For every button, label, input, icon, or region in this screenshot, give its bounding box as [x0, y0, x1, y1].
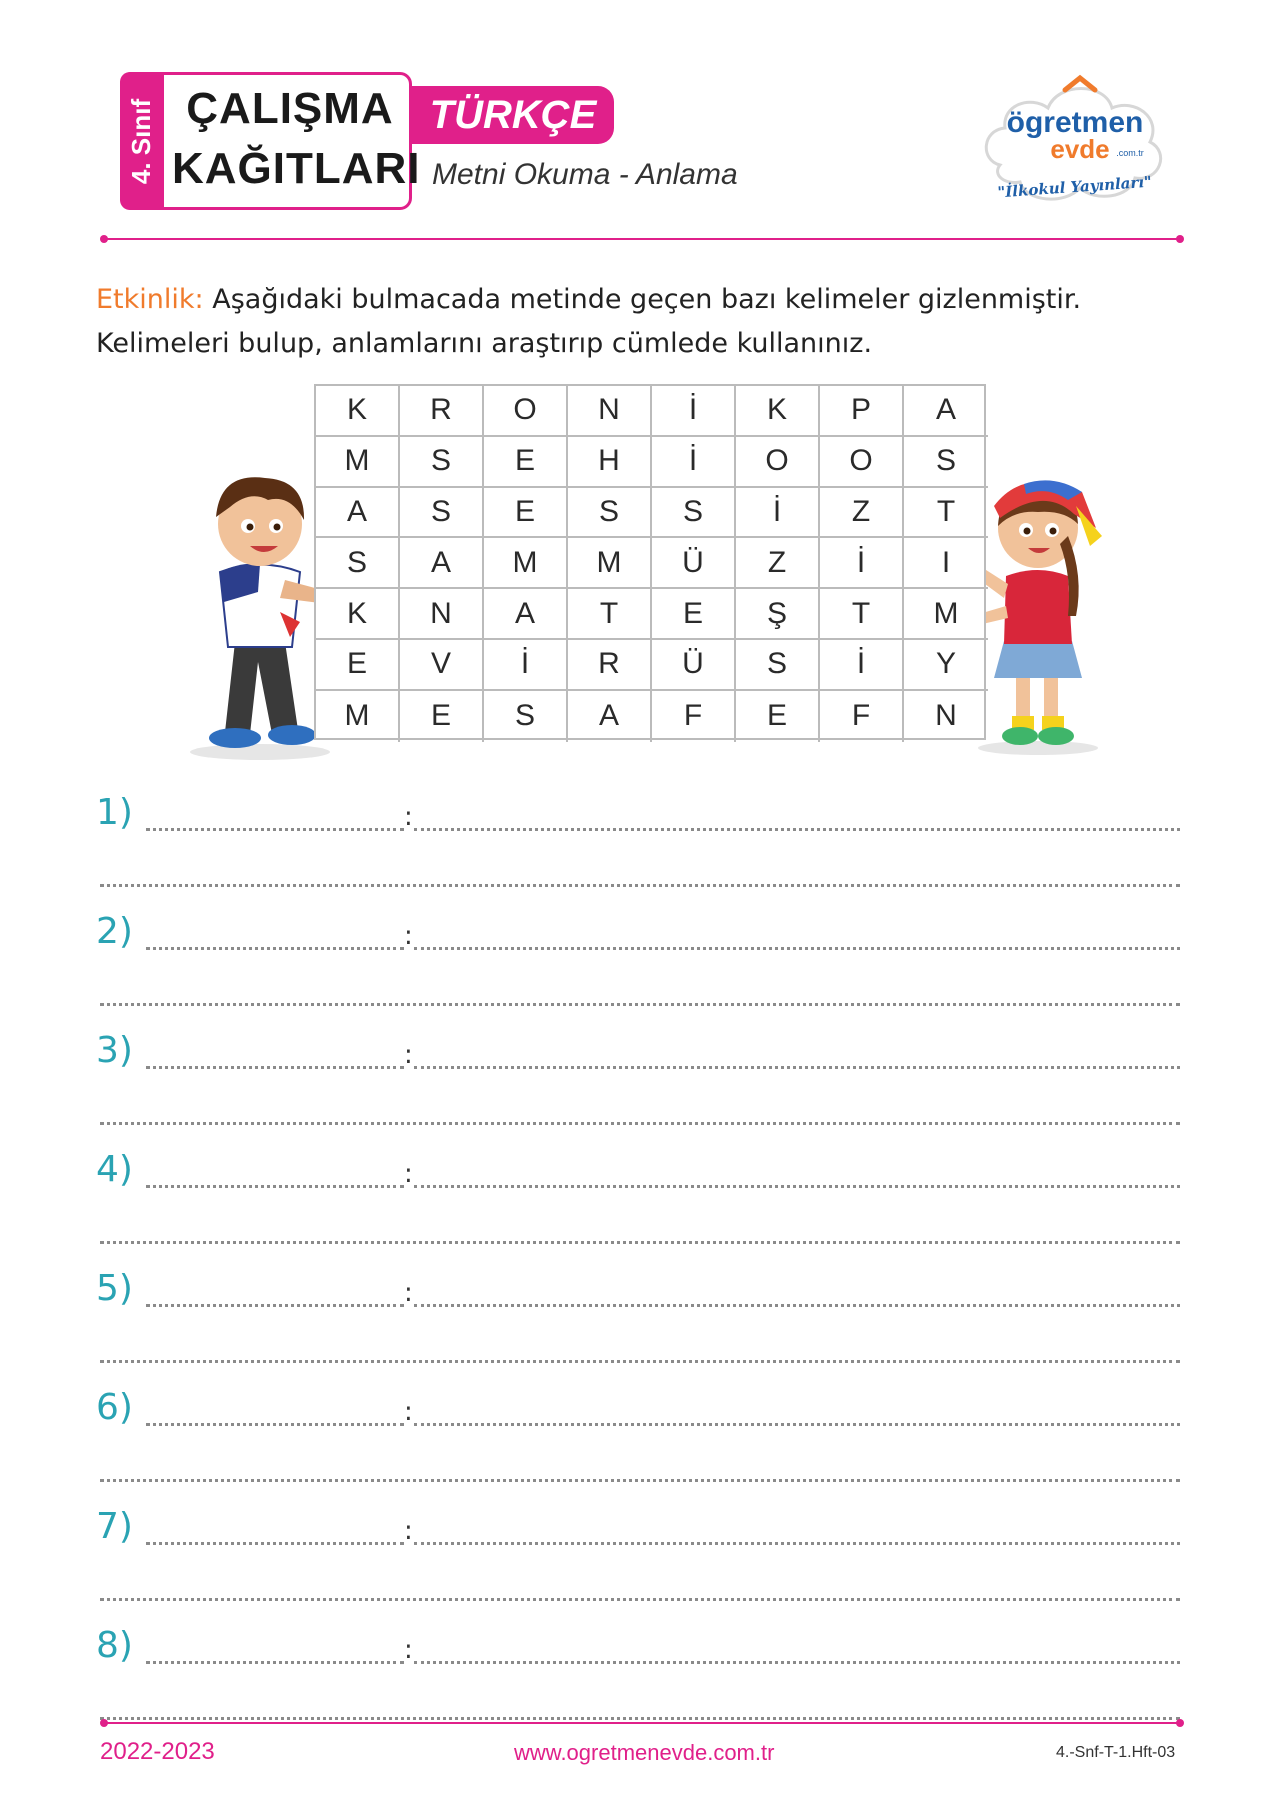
answer-colon: : — [404, 1159, 413, 1189]
grid-cell: Ü — [652, 538, 736, 589]
answer-number: 2) — [96, 911, 133, 952]
grid-cell: K — [316, 386, 400, 437]
answer-colon: : — [404, 802, 413, 832]
grid-cell: K — [316, 589, 400, 640]
worksheet-title-line1: ÇALIŞMA — [186, 84, 394, 133]
activity-label: Etkinlik: — [96, 284, 204, 315]
answer-meaning-field[interactable] — [414, 1542, 1180, 1545]
answer-meaning-field[interactable] — [414, 947, 1180, 950]
footer-dot-right — [1176, 1719, 1184, 1727]
answer-number: 3) — [96, 1030, 133, 1071]
cloud-logo-icon — [980, 70, 1170, 220]
grid-cell: İ — [652, 437, 736, 488]
answer-colon: : — [404, 1040, 413, 1070]
answer-word-field[interactable] — [146, 1304, 404, 1307]
grid-cell: O — [736, 437, 820, 488]
answer-word-field[interactable] — [146, 1066, 404, 1069]
answer-sentence-field[interactable] — [100, 1003, 1180, 1006]
answer-meaning-field[interactable] — [414, 1661, 1180, 1664]
answer-word-field[interactable] — [146, 1542, 404, 1545]
worksheet-title-line2: KAĞITLARI — [172, 144, 421, 193]
answer-word-field[interactable] — [146, 1423, 404, 1426]
grid-cell: F — [652, 691, 736, 742]
grid-cell: M — [316, 437, 400, 488]
grid-cell: İ — [820, 640, 904, 691]
answer-meaning-field[interactable] — [414, 1066, 1180, 1069]
grid-cell: S — [652, 488, 736, 539]
grid-cell: A — [484, 589, 568, 640]
grid-cell: O — [820, 437, 904, 488]
grid-cell: S — [904, 437, 988, 488]
grid-cell: K — [736, 386, 820, 437]
answer-colon: : — [404, 1278, 413, 1308]
grid-cell: Ü — [652, 640, 736, 691]
grid-cell: S — [484, 691, 568, 742]
grid-cell: S — [400, 437, 484, 488]
answer-sentence-field[interactable] — [100, 1479, 1180, 1482]
answer-sentence-field[interactable] — [100, 1598, 1180, 1601]
grid-cell: M — [904, 589, 988, 640]
grid-cell: M — [568, 538, 652, 589]
answer-sentence-field[interactable] — [100, 1717, 1180, 1720]
word-search-grid — [314, 384, 986, 740]
grid-cell: İ — [820, 538, 904, 589]
grid-cell: S — [736, 640, 820, 691]
grid-cell: V — [400, 640, 484, 691]
answer-word-field[interactable] — [146, 828, 404, 831]
grid-cell: N — [400, 589, 484, 640]
grid-cell: I — [904, 538, 988, 589]
answer-word-field[interactable] — [146, 947, 404, 950]
logo-tagline: "İlkokul Yayınları" — [996, 172, 1153, 202]
grid-cell: T — [904, 488, 988, 539]
worksheet-code: 4.-Snf-T-1.Hft-03 — [1056, 1744, 1176, 1761]
grid-cell: E — [652, 589, 736, 640]
school-year: 2022-2023 — [100, 1738, 215, 1765]
answer-number: 4) — [96, 1149, 133, 1190]
topic-label: Metni Okuma - Anlama — [432, 158, 738, 191]
answer-colon: : — [404, 1397, 413, 1427]
divider-dot-right — [1176, 235, 1184, 243]
header-divider — [104, 238, 1180, 240]
answer-colon: : — [404, 1516, 413, 1546]
subject-tag: TÜRKÇE — [412, 86, 614, 144]
answer-word-field[interactable] — [146, 1661, 404, 1664]
grid-cell: T — [820, 589, 904, 640]
grid-cell: E — [484, 437, 568, 488]
answer-number: 7) — [96, 1506, 133, 1547]
grid-cell: S — [568, 488, 652, 539]
logo-name-2: evde — [1050, 134, 1110, 164]
grid-cell: H — [568, 437, 652, 488]
grade-label-wrapper — [120, 72, 164, 210]
grid-cell: S — [400, 488, 484, 539]
activity-instruction — [96, 278, 1176, 366]
answer-colon: : — [404, 921, 413, 951]
grid-cell: Ş — [736, 589, 820, 640]
grid-cell: N — [568, 386, 652, 437]
grid-cell: Z — [820, 488, 904, 539]
grid-cell: M — [316, 691, 400, 742]
grid-cell: R — [400, 386, 484, 437]
footer-dot-left — [100, 1719, 108, 1727]
answer-word-field[interactable] — [146, 1185, 404, 1188]
footer-divider — [104, 1722, 1180, 1724]
grade-label: 4. Sınıf — [126, 98, 157, 184]
answer-number: 1) — [96, 792, 133, 833]
grid-cell: M — [484, 538, 568, 589]
grid-cell: İ — [484, 640, 568, 691]
grid-cell: A — [316, 488, 400, 539]
grid-cell: T — [568, 589, 652, 640]
grid-cell: P — [820, 386, 904, 437]
answer-colon: : — [404, 1635, 413, 1665]
answer-meaning-field[interactable] — [414, 1304, 1180, 1307]
grid-cell: A — [568, 691, 652, 742]
answer-meaning-field[interactable] — [414, 1185, 1180, 1188]
activity-text: Aşağıdaki bulmacada metinde geçen bazı kelimeler gizlenmiştir. Kelimeleri bulup, anlamlarını araştırıp cümlede kullanınız. — [96, 284, 1082, 359]
answer-sentence-field[interactable] — [100, 1241, 1180, 1244]
answer-number: 8) — [96, 1625, 133, 1666]
answer-sentence-field[interactable] — [100, 884, 1180, 887]
grid-cell: Y — [904, 640, 988, 691]
grid-cell: E — [316, 640, 400, 691]
grid-cell: A — [904, 386, 988, 437]
grid-cell: E — [484, 488, 568, 539]
logo-name-1: ögretmen — [1006, 106, 1144, 139]
grid-cell: F — [820, 691, 904, 742]
grid-cell: İ — [736, 488, 820, 539]
answer-sentence-field[interactable] — [100, 1122, 1180, 1125]
logo-domain: .com.tr — [1116, 148, 1144, 158]
grid-cell: A — [400, 538, 484, 589]
answer-number: 6) — [96, 1387, 133, 1428]
grid-cell: İ — [652, 386, 736, 437]
answer-meaning-field[interactable] — [414, 1423, 1180, 1426]
answer-meaning-field[interactable] — [414, 828, 1180, 831]
grid-cell: E — [736, 691, 820, 742]
publisher-logo — [980, 70, 1170, 220]
grid-cell: R — [568, 640, 652, 691]
grid-cell: O — [484, 386, 568, 437]
grid-cell: Z — [736, 538, 820, 589]
answer-sentence-field[interactable] — [100, 1360, 1180, 1363]
answer-number: 5) — [96, 1268, 133, 1309]
grid-cell: E — [400, 691, 484, 742]
grid-cell: N — [935, 699, 957, 733]
divider-dot-left — [100, 235, 108, 243]
website-link[interactable]: www.ogretmenevde.com.tr — [514, 1740, 775, 1765]
grid-cell: S — [316, 538, 400, 589]
